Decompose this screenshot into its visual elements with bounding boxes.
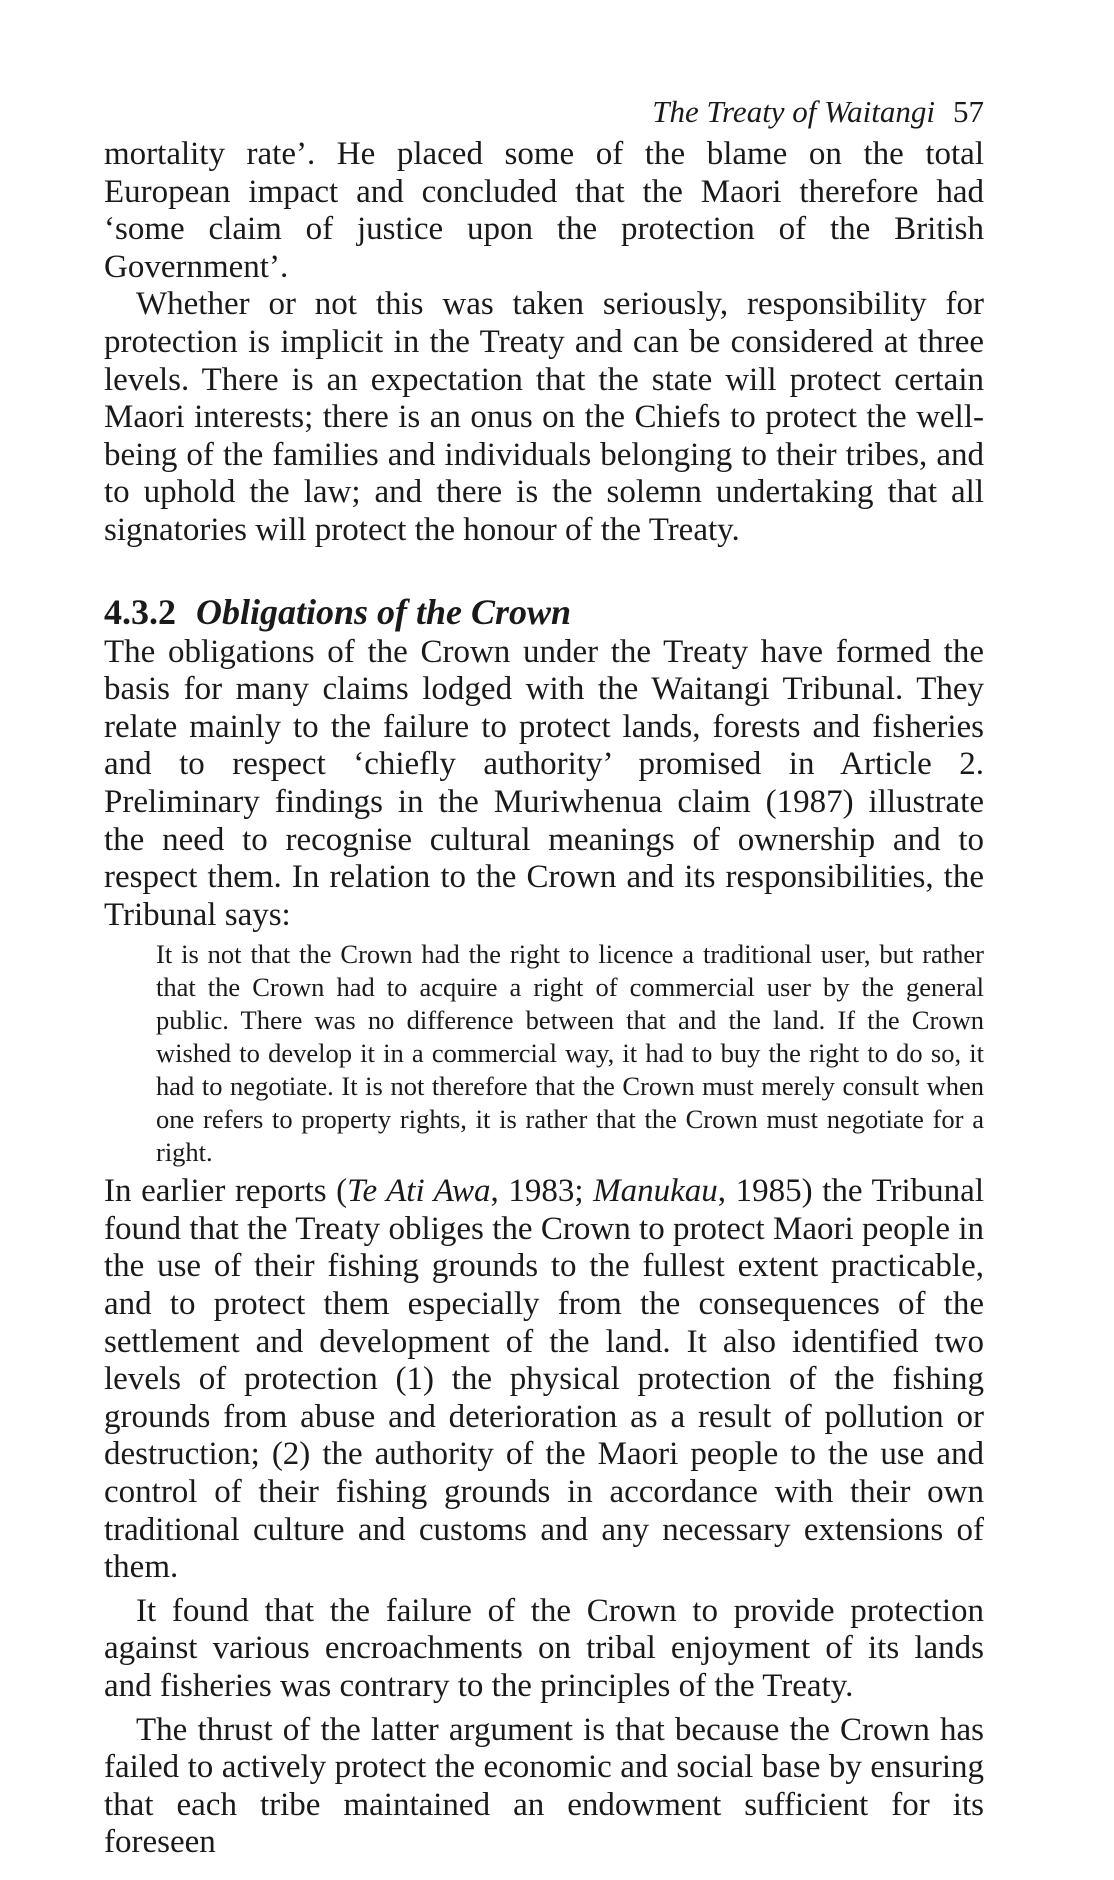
paragraph-thrust-argument: The thrust of the latter argument is that because the Crown has failed to actively protect the economic and social base by ensuring that each tribe maintained an endowment sufficient for its foreseen (104, 1711, 984, 1861)
book-page (104, 92, 984, 1862)
section-number: 4.3.2 (104, 591, 176, 632)
earlier-reports-year: , 1983; (490, 1173, 594, 1210)
page-number: 57 (953, 94, 984, 129)
section-title: Obligations of the Crown (196, 591, 572, 632)
report-te-ati-awa: Te Ati Awa (347, 1173, 491, 1210)
section-heading (104, 590, 984, 634)
paragraph-earlier-reports (104, 1173, 984, 1587)
paragraph-continued: mortality rate’. He placed some of the blame on the total European impact and concluded that the Maori therefore had ‘some claim of justice upon the protection of the British Government’. (104, 136, 984, 285)
running-head (104, 92, 984, 136)
block-quote: It is not that the Crown had the right to licence a traditional user, but rather that the Crown had to acquire a right of commercial user by the general public. There was no difference between that and the land. If the Crown wished to develop it in a commercial way, it had to buy the right to do so, it had to negotiate. It is not therefore that the Crown must merely consult when one refers to property rights, it is rather that the Crown must negotiate for a right. (156, 939, 984, 1168)
paragraph-protection-levels: Whether or not this was taken seriously, responsibility for protection is implicit in the Treaty and can be considered at three levels. There is an expectation that the state will protect certain Maori interests; there is an onus on the Chiefs to protect the well-being of the families and individuals belonging to their tribes, and to uphold the law; and there is the solemn undertaking that all signatories will protect the honour of the Treaty. (104, 286, 984, 548)
running-head-title: The Treaty of Waitangi (652, 94, 935, 129)
paragraph-failure-of-crown: It found that the failure of the Crown to provide protection against various encroachments on tribal enjoyment of its lands and fisheries was contrary to the principles of the Treaty. (104, 1592, 984, 1704)
earlier-reports-rest: , 1985) the Tribunal found that the Treaty obliges the Crown to protect Maori people in the use of their fishing grounds to the fullest extent practicable, and to protect them especially from the consequences of the settlement and development of the land. It also identified two levels of protection (1) the physical protection of the fishing grounds from abuse and deterioration as a result of pollution or destruction; (2) the authority of the Maori people to the use and control of their fishing grounds in accordance with their own traditional culture and customs and any necessary extensions of them. (104, 1173, 984, 1586)
earlier-reports-lead: In earlier reports ( (104, 1173, 348, 1210)
paragraph-crown-obligations: The obligations of the Crown under the Treaty have formed the basis for many claims lodged with the Waitangi Tribunal. They relate mainly to the failure to protect lands, forests and fisheries and to respect ‘chiefly authority’ promised in Article 2. Preliminary findings in the Muriwhenua claim (1987) illustrate the need to recognise cultural meanings of ownership and to respect them. In relation to the Crown and its responsibilities, the Tribunal says: (104, 633, 984, 933)
report-manukau: Manukau (593, 1173, 718, 1210)
